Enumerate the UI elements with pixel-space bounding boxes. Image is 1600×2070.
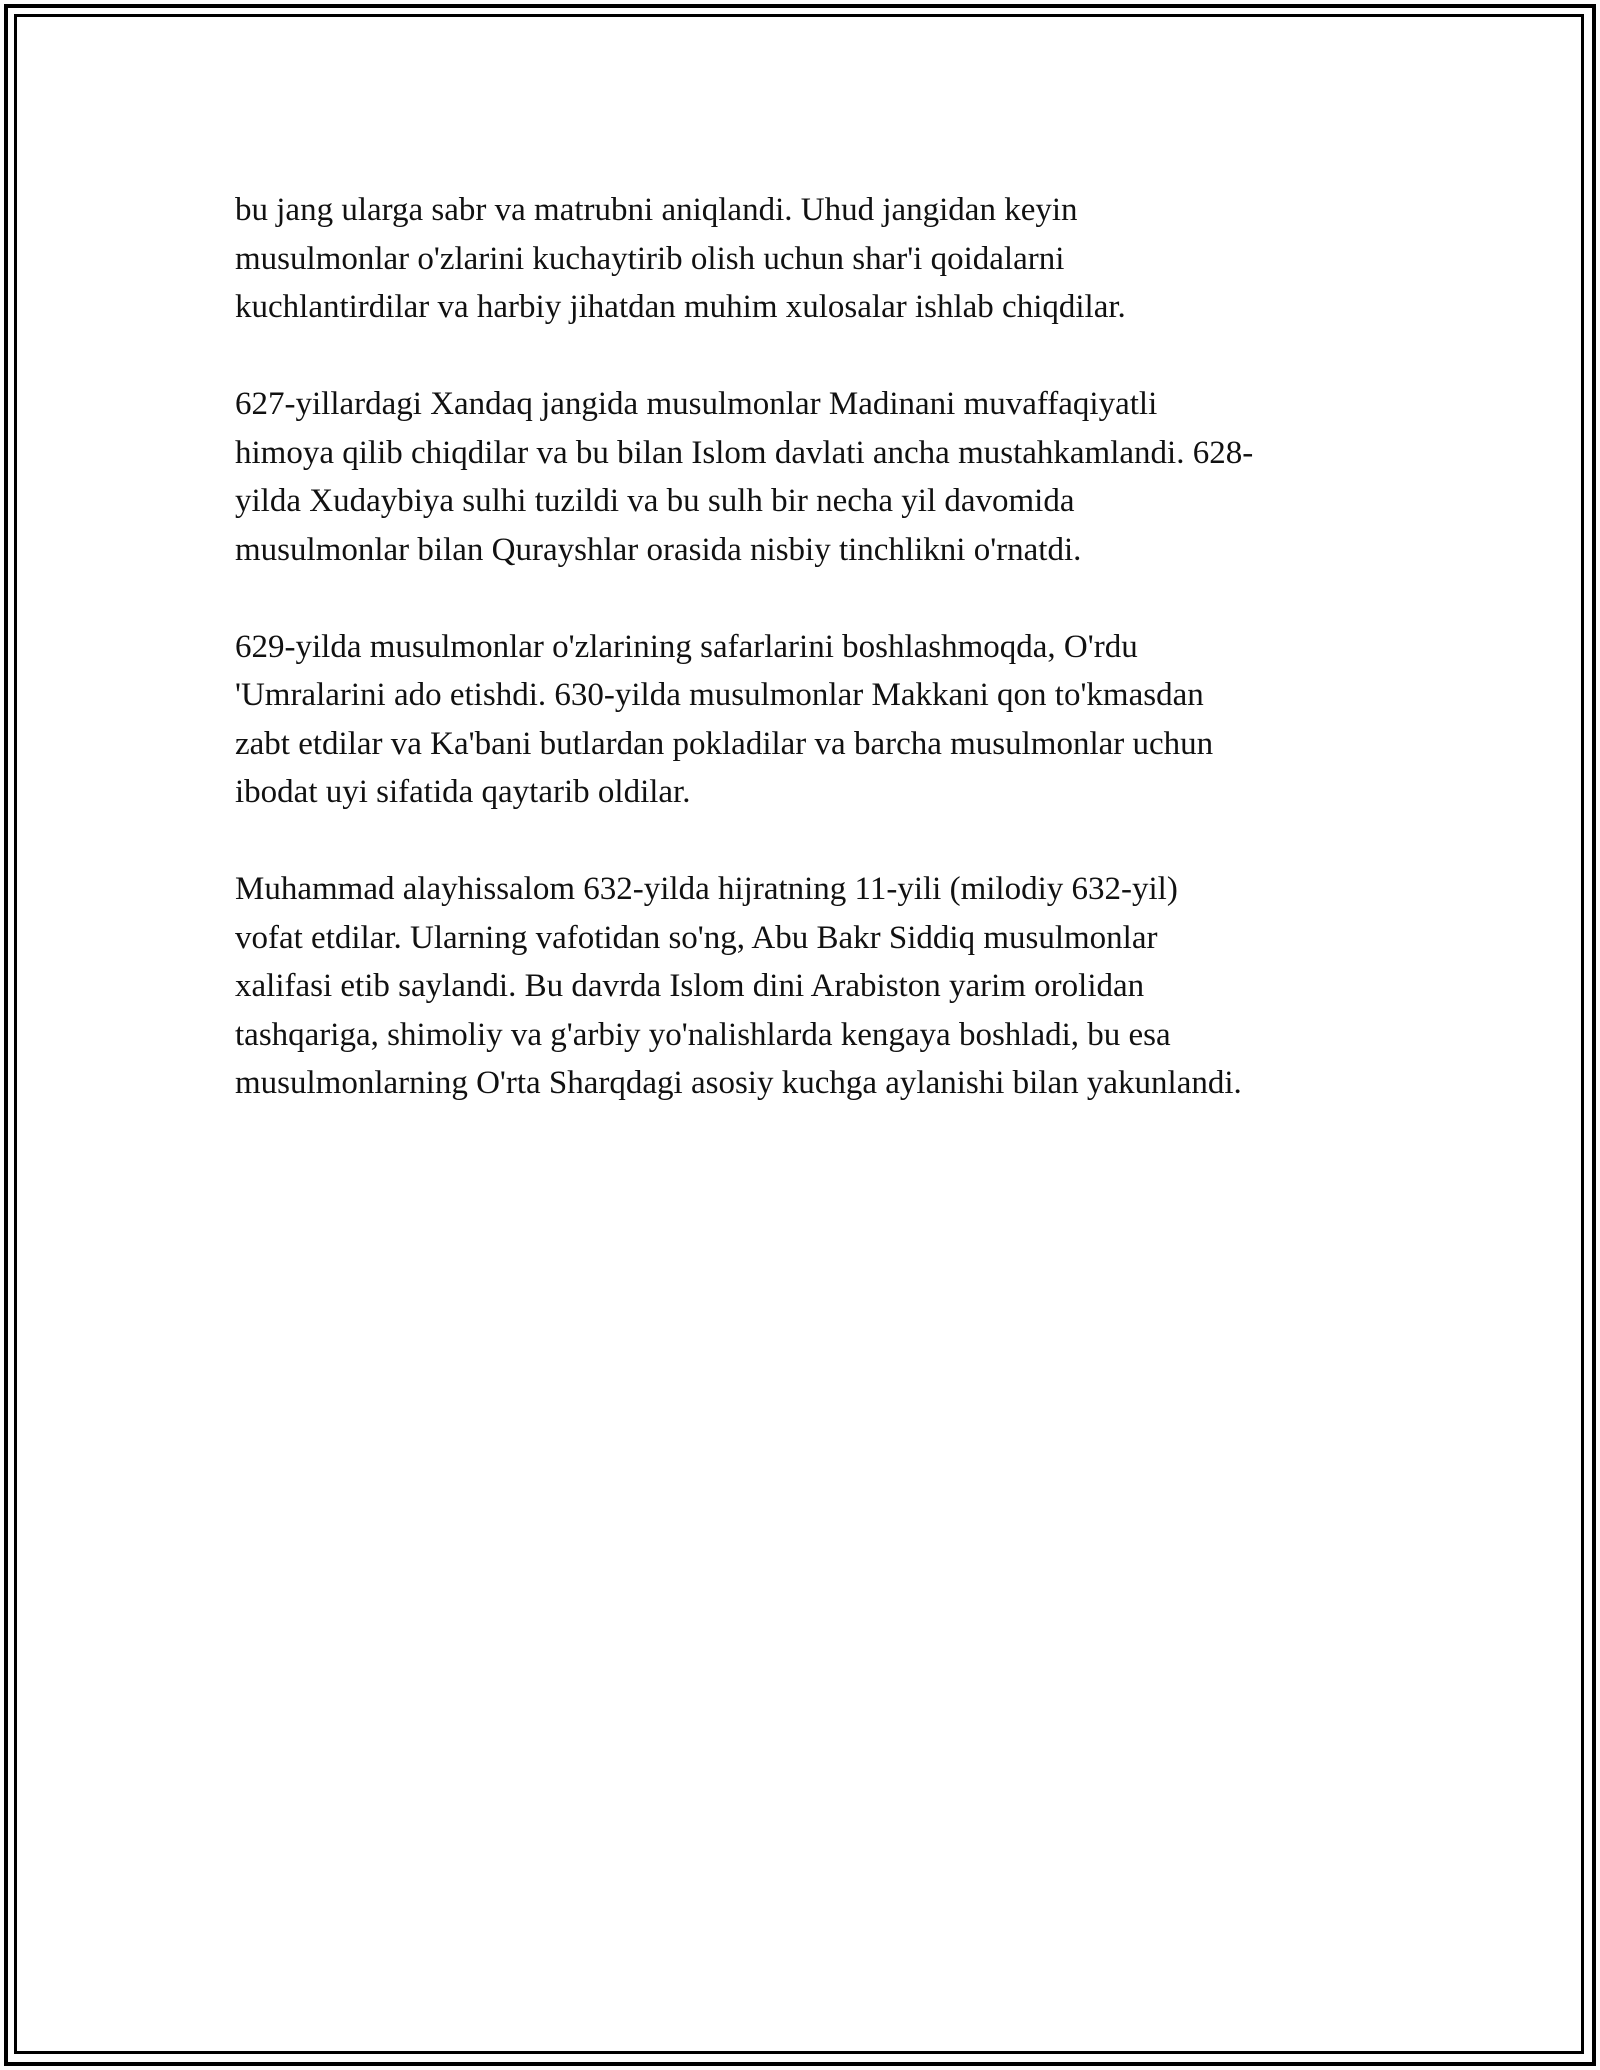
- text-line: himoya qilib chiqdilar va bu bilan Islom davlati ancha mustahkamlandi. 628-: [235, 434, 1254, 471]
- text-line: zabt etdilar va Ka'bani butlardan pokladilar va barcha musulmonlar uchun: [235, 725, 1214, 762]
- paragraph-1: [235, 186, 1395, 332]
- paragraph-4: [235, 865, 1395, 1108]
- text-line: vofat etdilar. Ularning vafotidan so'ng, Abu Bakr Siddiq musulmonlar: [235, 919, 1158, 956]
- text-line: xalifasi etib saylandi. Bu davrda Islom dini Arabiston yarim orolidan: [235, 968, 1145, 1004]
- document-body: [235, 186, 1395, 1156]
- text-line: 629-yilda musulmonlar o'zlarining safarlarini boshlashmoqda, O'rdu: [235, 628, 1138, 665]
- paragraph-3: [235, 623, 1395, 817]
- text-line: musulmonlar o'zlarini kuchaytirib olish uchun shar'i qoidalarni: [235, 240, 1065, 277]
- text-line: 'Umralarini ado etishdi. 630-yilda musulmonlar Makkani qon to'kmasdan: [235, 677, 1204, 713]
- text-line: kuchlantirdilar va harbiy jihatdan muhim xulosalar ishlab chiqdilar.: [235, 289, 1126, 325]
- text-line: yilda Xudaybiya sulhi tuzildi va bu sulh bir necha yil davomida: [235, 483, 1075, 519]
- text-line: bu jang ularga sabr va matrubni aniqlandi. Uhud jangidan keyin: [235, 192, 1078, 228]
- text-line: Muhammad alayhissalom 632-yilda hijratning 11-yili (milodiy 632-yil): [235, 871, 1178, 907]
- text-line: ibodat uyi sifatida qaytarib oldilar.: [235, 774, 691, 810]
- text-line: tashqariga, shimoliy va g'arbiy yo'nalishlarda kengaya boshladi, bu esa: [235, 1016, 1171, 1053]
- text-line: 627-yillardagi Xandaq jangida musulmonlar Madinani muvaffaqiyatli: [235, 386, 1158, 422]
- text-line: musulmonlarning O'rta Sharqdagi asosiy kuchga aylanishi bilan yakunlandi.: [235, 1065, 1242, 1101]
- text-line: musulmonlar bilan Qurayshlar orasida nisbiy tinchlikni o'rnatdi.: [235, 531, 1082, 568]
- paragraph-2: [235, 380, 1395, 574]
